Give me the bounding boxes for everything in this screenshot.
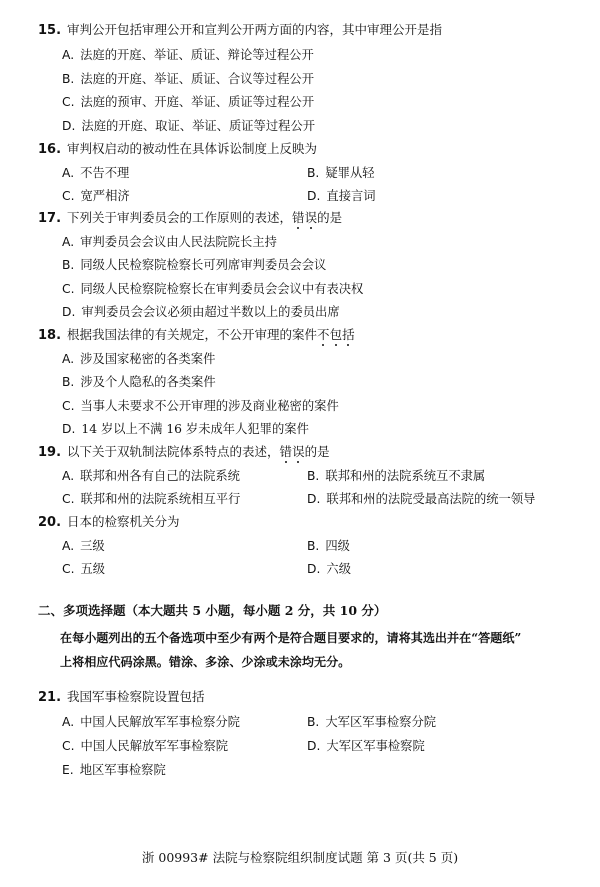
emphasis-char: 错	[279, 444, 293, 459]
option-text: 法庭的预审、开庭、举证、质证等过程公开	[80, 95, 315, 109]
option-letter: D.	[307, 739, 321, 753]
question-17	[38, 210, 342, 227]
option-letter: A.	[62, 235, 75, 249]
option-21-e	[62, 762, 166, 778]
question-number: 21.	[38, 690, 62, 705]
option-text: 不告不理	[80, 166, 130, 180]
question-stem-pre: 以下关于双轨制法院体系特点的表述，	[67, 444, 280, 459]
section-instruction-line-2: 上将相应代码涂黑。错涂、多涂、少涂或未涂均无分。	[60, 655, 351, 669]
question-stem-post: 的是	[317, 210, 343, 225]
question-stem: 日本的检察机关分为	[67, 514, 180, 529]
option-16-d	[307, 188, 376, 204]
option-text: 涉及个人隐私的各类案件	[80, 375, 216, 389]
option-text: 法庭的开庭、举证、质证、辩论等过程公开	[80, 48, 314, 62]
question-number: 19.	[38, 445, 62, 460]
option-text: 六级	[326, 562, 351, 576]
option-text: 联邦和州各有自己的法院系统	[80, 469, 240, 483]
option-19-a	[62, 468, 240, 484]
question-number: 18.	[38, 328, 62, 343]
option-letter: C.	[62, 282, 75, 296]
option-text: 直接言词	[326, 189, 376, 203]
option-text: 中国人民解放军军事检察分院	[80, 715, 240, 729]
question-number: 20.	[38, 515, 62, 530]
option-text: 疑罪从轻	[325, 166, 375, 180]
option-text: 宽严相济	[80, 189, 130, 203]
question-stem-pre: 根据我国法律的有关规定，不公开审理的案件	[67, 327, 318, 342]
option-letter: C.	[62, 562, 75, 576]
option-20-d	[307, 561, 351, 577]
option-20-a	[62, 538, 105, 554]
option-text: 大军区军事检察分院	[325, 715, 437, 729]
option-19-d	[307, 491, 535, 507]
option-letter: D.	[307, 492, 321, 506]
option-17-c	[62, 281, 363, 297]
option-18-d	[62, 421, 309, 437]
option-letter: B.	[307, 166, 320, 180]
option-letter: C.	[62, 399, 75, 413]
option-20-c	[62, 561, 105, 577]
emphasis-char: 不	[317, 327, 330, 342]
option-letter: B.	[62, 258, 75, 272]
option-20-b	[307, 538, 350, 554]
question-18	[38, 327, 355, 344]
option-15-d	[62, 118, 315, 134]
option-letter: C.	[62, 739, 75, 753]
option-letter: E.	[62, 763, 74, 777]
question-20	[38, 514, 180, 531]
option-15-a	[62, 47, 314, 63]
option-letter: B.	[307, 469, 320, 483]
option-letter: A.	[62, 48, 75, 62]
option-letter: B.	[62, 375, 75, 389]
question-16	[38, 141, 317, 158]
question-stem-pre: 下列关于审判委员会的工作原则的表述，	[67, 210, 293, 225]
option-text: 四级	[325, 539, 350, 553]
option-text: 涉及国家秘密的各类案件	[80, 352, 216, 366]
section-instruction-line-1: 在每小题列出的五个备选项中至少有两个是符合题目要求的，请将其选出并在“答题纸”	[60, 631, 522, 645]
option-text: 法庭的开庭、举证、质证、合议等过程公开	[80, 72, 315, 86]
option-21-d	[307, 738, 425, 754]
option-letter: B.	[62, 72, 75, 86]
option-letter: A.	[62, 539, 75, 553]
option-16-c	[62, 188, 130, 204]
page-footer: 浙 00993# 法院与检察院组织制度试题 第 3 页(共 5 页)	[141, 850, 459, 865]
option-21-b	[307, 714, 436, 730]
question-stem: 审判公开包括审理公开和宣判公开两方面的内容，其中审理公开是指	[67, 22, 443, 37]
option-letter: D.	[62, 422, 76, 436]
option-17-b	[62, 257, 326, 273]
option-letter: C.	[62, 189, 75, 203]
option-text: 地区军事检察院	[79, 763, 166, 777]
option-18-a	[62, 351, 215, 367]
emphasis-char: 错	[292, 210, 305, 225]
option-15-c	[62, 94, 314, 110]
option-text: 当事人未要求不公开审理的涉及商业秘密的案件	[80, 399, 339, 413]
option-text: 大军区军事检察院	[326, 739, 425, 753]
option-letter: D.	[62, 119, 76, 133]
emphasis-char: 误	[292, 444, 305, 459]
option-letter: D.	[62, 305, 76, 319]
option-text: 同级人民检察院检察长在审判委员会会议中有表决权	[80, 282, 364, 296]
question-number: 16.	[38, 142, 62, 157]
option-19-c	[62, 491, 240, 507]
option-letter: C.	[62, 492, 75, 506]
option-letter: B.	[307, 715, 320, 729]
option-letter: A.	[62, 469, 75, 483]
option-21-a	[62, 714, 240, 730]
question-stem: 我国军事检察院设置包括	[67, 689, 205, 704]
question-15	[38, 22, 442, 39]
option-letter: A.	[62, 715, 75, 729]
option-17-d	[62, 304, 340, 320]
option-18-c	[62, 398, 339, 414]
option-letter: B.	[307, 539, 320, 553]
option-16-b	[307, 165, 375, 181]
option-text: 联邦和州的法院系统相互平行	[80, 492, 241, 506]
option-text: 三级	[80, 539, 105, 553]
option-text: 中国人民解放军军事检察院	[80, 739, 229, 753]
option-letter: C.	[62, 95, 75, 109]
option-text: 14 岁以上不满 16 岁未成年人犯罪的案件	[81, 422, 309, 436]
question-number: 15.	[38, 23, 62, 38]
emphasis-char: 包	[329, 327, 343, 342]
emphasis-char: 括	[342, 327, 355, 342]
question-number: 17.	[38, 211, 62, 226]
question-21	[38, 689, 205, 706]
question-stem-post: 的是	[304, 444, 330, 459]
option-15-b	[62, 71, 314, 87]
option-text: 五级	[80, 562, 106, 576]
question-stem: 审判权启动的被动性在具体诉讼制度上反映为	[67, 141, 318, 156]
option-19-b	[307, 468, 485, 484]
emphasis-char: 误	[304, 210, 318, 225]
option-text: 审判委员会会议必须由超过半数以上的委员出席	[81, 305, 340, 319]
option-text: 联邦和州的法院受最高法院的统一领导	[326, 492, 536, 506]
option-21-c	[62, 738, 228, 754]
option-letter: A.	[62, 166, 75, 180]
option-18-b	[62, 374, 216, 390]
option-17-a	[62, 234, 277, 250]
option-letter: A.	[62, 352, 75, 366]
section-heading: 二、多项选择题（本大题共 5 小题，每小题 2 分，共 10 分）	[38, 603, 387, 618]
option-letter: D.	[307, 562, 321, 576]
option-text: 审判委员会会议由人民法院院长主持	[80, 235, 277, 249]
option-16-a	[62, 165, 129, 181]
option-text: 同级人民检察院检察长可列席审判委员会会议	[80, 258, 327, 272]
option-letter: D.	[307, 189, 321, 203]
question-19	[38, 444, 330, 461]
option-text: 联邦和州的法院系统互不隶属	[325, 469, 486, 483]
option-text: 法庭的开庭、取证、举证、质证等过程公开	[81, 119, 316, 133]
